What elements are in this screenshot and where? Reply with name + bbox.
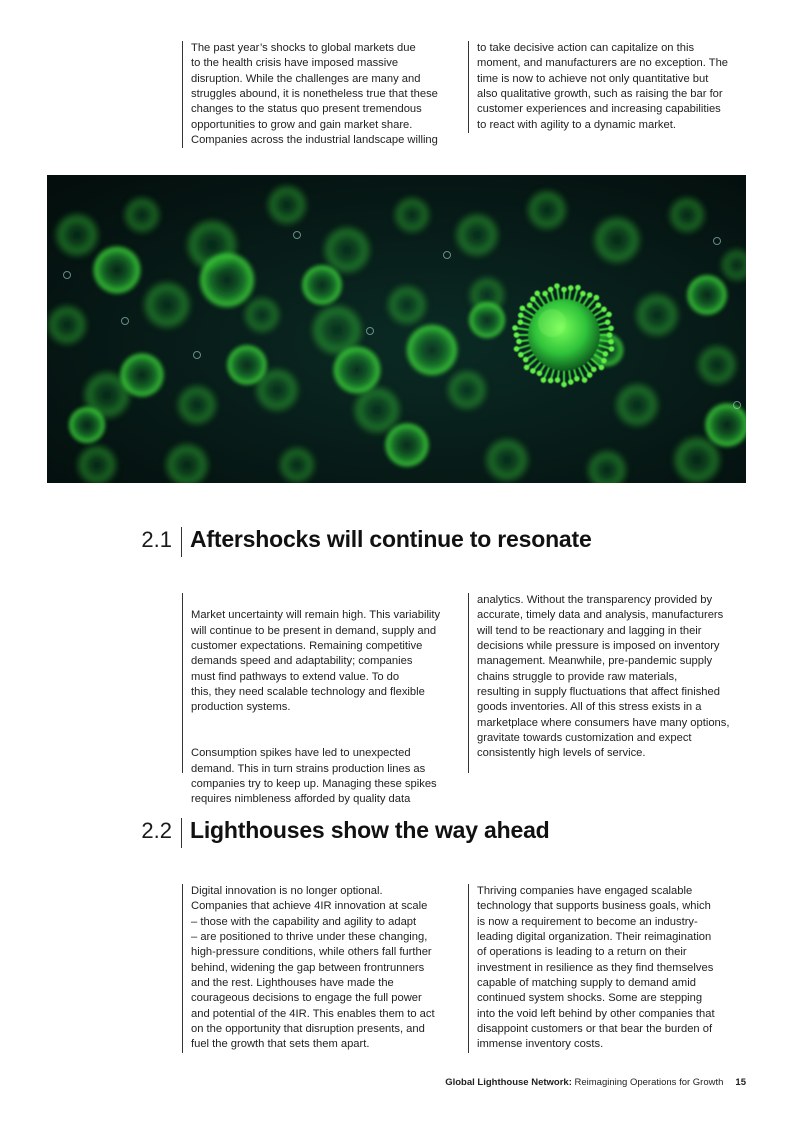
bokeh-particle xyxy=(635,293,679,337)
virus-spike-tip xyxy=(523,357,529,363)
virus-spike-tip xyxy=(608,339,614,345)
bokeh-particle xyxy=(485,438,529,482)
section-2-1-column-left xyxy=(182,593,467,806)
bokeh-particle xyxy=(615,383,659,427)
virus-spike-tip xyxy=(574,376,580,382)
bokeh-particle xyxy=(404,322,460,378)
virus-spike-tip xyxy=(561,287,567,293)
bokeh-particle xyxy=(225,343,269,387)
bokeh-particle xyxy=(279,447,315,483)
report-title: Reimagining Operations for Growth xyxy=(571,1077,724,1088)
virus-spike-tip xyxy=(514,332,520,338)
bokeh-particle xyxy=(55,213,99,257)
virus-spike-tip xyxy=(601,307,607,313)
report-series-title: Global Lighthouse Network: xyxy=(445,1077,572,1088)
intro-column-left: The past year’s shocks to global markets due to the health crisis have imposed massive disruption. While the challenges are many and struggles abound, it is nonetheless true that these changes to the status quo present tremendous opportunities to grow and gain market share. Companies across the industrial landscape willing xyxy=(182,41,462,148)
section-number: 2.1 xyxy=(141,527,172,552)
virus-particles-image xyxy=(47,175,746,483)
virus-spike-tip xyxy=(554,283,560,289)
virus-spike-tip xyxy=(568,285,574,291)
section-2-2-column-right: Thriving companies have engaged scalable technology that supports business goals, which is now a requirement to become an industry- leading digital organization. Their reimagination of operations is leading to a return on their investment in resilience as they find themselves capable of matching supply to demand amid continued system shocks. Some are stepping into the void left behind by other companies that disappoint customers or that bear the burden of immense inventory costs. xyxy=(468,884,753,1053)
virus-spike-tip xyxy=(530,296,536,302)
virus-spike-tip xyxy=(580,291,586,297)
virus-spike-tip xyxy=(548,287,554,293)
virus-spike-tip xyxy=(603,351,609,357)
virus-spike-tip xyxy=(548,378,554,384)
virus-spike-tip xyxy=(537,370,543,376)
section-divider xyxy=(181,818,182,848)
virus-spike-tip xyxy=(512,325,518,331)
section-2-2-column-left: Digital innovation is no longer optional. Companies that achieve 4IR innovation at scale – those with the capability and agility to adapt – are positioned to thrive under these changing, high-pressure conditions, while others fall further behind, widening the gap between frontrunners and the rest. Lighthouses have made the courageous decisions to engage the full power and potential of the 4IR. This enables them to act on the opportunity that disruption presents, and fuel the growth that sets them apart. xyxy=(182,884,467,1053)
virus-spike-tip xyxy=(587,372,593,378)
bokeh-particle xyxy=(697,345,737,385)
virus-spike-tip xyxy=(555,377,561,383)
virus-spike-tip xyxy=(605,319,611,325)
section-title: Lighthouses show the way ahead xyxy=(190,817,550,843)
section-title: Aftershocks will continue to resonate xyxy=(190,526,592,552)
bokeh-particle xyxy=(300,263,344,307)
virus-spike-tip xyxy=(520,305,526,311)
bokeh-particle xyxy=(197,250,257,310)
bokeh-particle xyxy=(394,197,430,233)
virus-spike-tip xyxy=(599,365,605,371)
virus-spike-tip xyxy=(518,319,524,325)
virus-spike-tip xyxy=(530,368,536,374)
virus-spike-tip xyxy=(601,358,607,364)
virus-spike-tip xyxy=(587,292,593,298)
bokeh-particle xyxy=(91,244,143,296)
bokeh-particle xyxy=(331,344,383,396)
virus-spike-tip xyxy=(591,367,597,373)
virus-spike-tip xyxy=(524,365,530,371)
bokeh-particle xyxy=(244,297,280,333)
virus-spike-tip xyxy=(514,346,520,352)
intro-column-right: to take decisive action can capitalize on this moment, and manufacturers are no exception. The time is now to achieve not only quantitative but also qualitative growth, such as raising the bar for customer experiences and increasing capabilities to react with agility to a dynamic market. xyxy=(468,41,753,133)
bokeh-particle xyxy=(143,281,191,329)
virus-spike-tip xyxy=(518,352,524,358)
virus-spike-tip xyxy=(608,325,614,331)
bokeh-particle xyxy=(669,197,705,233)
virus-spike-tip xyxy=(561,382,567,388)
bokeh-particle xyxy=(593,216,641,264)
paragraph: Consumption spikes have led to unexpected demand. This in turn strains production lines as companies try to keep up. Managing these spikes requires nimbleness afforded by quality data xyxy=(191,747,437,806)
virus-spike-tip xyxy=(582,377,588,383)
virus-spike-tip xyxy=(541,377,547,383)
virus-spike-tip xyxy=(607,332,613,338)
page-number: 15 xyxy=(735,1077,746,1088)
virus-spike-tip xyxy=(575,285,581,291)
bokeh-particle xyxy=(177,385,217,425)
section-number: 2.2 xyxy=(141,818,172,843)
section-divider xyxy=(181,527,182,557)
virus-spike-tip xyxy=(594,295,600,301)
bokeh-particle xyxy=(47,305,87,345)
bokeh-particle xyxy=(527,190,567,230)
virus-spike-tip xyxy=(534,291,540,297)
bokeh-particle xyxy=(118,351,166,399)
page-footer xyxy=(445,1077,746,1088)
virus-spike-tip xyxy=(596,302,602,308)
virus-spike-tip xyxy=(609,346,615,352)
bokeh-particle xyxy=(67,405,107,445)
virus-spike-tip xyxy=(542,291,548,297)
bokeh-particle xyxy=(447,370,487,410)
bokeh-particle xyxy=(383,421,431,469)
bokeh-particle xyxy=(467,300,507,340)
virus-spike-tip xyxy=(568,379,574,385)
bokeh-particle xyxy=(685,273,729,317)
bokeh-particle xyxy=(124,197,160,233)
virus-spike-tip xyxy=(527,302,533,308)
bokeh-particle xyxy=(267,185,307,225)
bokeh-particle xyxy=(387,285,427,325)
virus-spike-tip xyxy=(606,312,612,318)
bokeh-particle xyxy=(455,213,499,257)
section-2-1-column-right: analytics. Without the transparency provided by accurate, timely data and analysis, manufacturers will tend to be reactionary and lagging in their decisions while pressure is imposed on inventory management. Meanwhile, pre-pandemic supply chains struggle to provide raw materials, resulting in supply fluctuations that affect finished goods inventories. All of this stress exists in a marketplace where consumers have many options, gravitate towards customization and expect consistently high levels of service. xyxy=(468,593,753,773)
paragraph: Market uncertainty will remain high. This variability will continue to be present in demand, supply and customer expectations. Remaining competitive demands speed and adaptability; companies must find pathways to extend value. To do this, they need scalable technology and flexible production systems. xyxy=(191,609,441,714)
virus-spike-tip xyxy=(518,312,524,318)
virus-spike-tip xyxy=(516,339,522,345)
